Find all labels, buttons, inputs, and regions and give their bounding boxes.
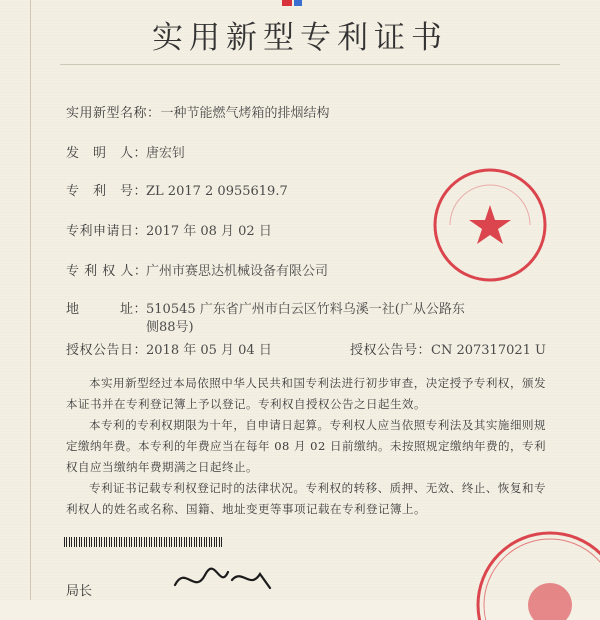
address-label-row bbox=[66, 300, 147, 320]
grant-number-row bbox=[350, 341, 546, 361]
inventor-label: 发 明 人： bbox=[66, 146, 148, 161]
paragraph-1: 本实用新型经过本局依照中华人民共和国专利法进行初步审查，决定授予专利权，颁发本证书并在专利登记簿上予以登记。专利权自授权公告之日起生效。 bbox=[66, 376, 546, 411]
grant-date-value: 2018 年 05 月 04 日 bbox=[146, 343, 272, 358]
patentee-label: 专 利 权 人： bbox=[66, 264, 148, 279]
inventor-value: 唐宏钊 bbox=[146, 146, 186, 161]
utility-model-name-label: 实用新型名称： bbox=[66, 106, 161, 121]
grant-number-value: CN 207317021 U bbox=[431, 343, 546, 358]
paragraph-2: 本专利的专利权期限为十年，自申请日起算。专利权人应当依照专利法及其实施细则规定缴纳年费。本专利的年费应当在每年 08 月 02 日前缴纳。未按照规定缴纳年费的，专利权自应当缴纳年费期满之日起终止。 bbox=[66, 418, 546, 474]
director-signature bbox=[170, 560, 280, 600]
utility-model-name-value: 一种节能燃气烤箱的排烟结构 bbox=[160, 106, 330, 121]
patentee-value: 广州市赛思达机械设备有限公司 bbox=[146, 264, 329, 279]
patent-number-row bbox=[66, 182, 288, 202]
grant-date-label: 授权公告日： bbox=[66, 343, 148, 358]
filing-date-row bbox=[66, 222, 272, 242]
patent-number-value: ZL 2017 2 0955619.7 bbox=[146, 184, 288, 199]
grant-number-label: 授权公告号： bbox=[350, 343, 432, 358]
page-fold-line bbox=[30, 0, 31, 600]
utility-model-name-row bbox=[66, 104, 330, 124]
title-divider bbox=[60, 64, 560, 65]
barcode bbox=[64, 537, 224, 547]
certificate-title: 实用新型专利证书 bbox=[152, 20, 448, 56]
grant-date-row bbox=[66, 341, 272, 361]
inventor-row bbox=[66, 144, 185, 164]
patent-number-label: 专 利 号： bbox=[66, 184, 148, 199]
company-seal-stamp bbox=[430, 165, 550, 285]
filing-date-value: 2017 年 08 月 02 日 bbox=[146, 224, 272, 239]
top-corner-mark bbox=[282, 0, 312, 8]
office-seal-stamp bbox=[470, 520, 600, 620]
paragraph-3: 专利证书记载专利权登记时的法律状况。专利权的转移、质押、无效、终止、恢复和专利权人的姓名或名称、国籍、地址变更等事项记载在专利登记簿上。 bbox=[66, 481, 546, 516]
address-label: 地 址： bbox=[66, 302, 148, 317]
address-value: 510545 广东省广州市白云区竹料乌溪一社(广从公路东侧88号) bbox=[146, 302, 465, 335]
director-label: 局长 bbox=[66, 584, 93, 599]
patentee-row bbox=[66, 262, 328, 282]
filing-date-label: 专利申请日： bbox=[66, 224, 148, 239]
